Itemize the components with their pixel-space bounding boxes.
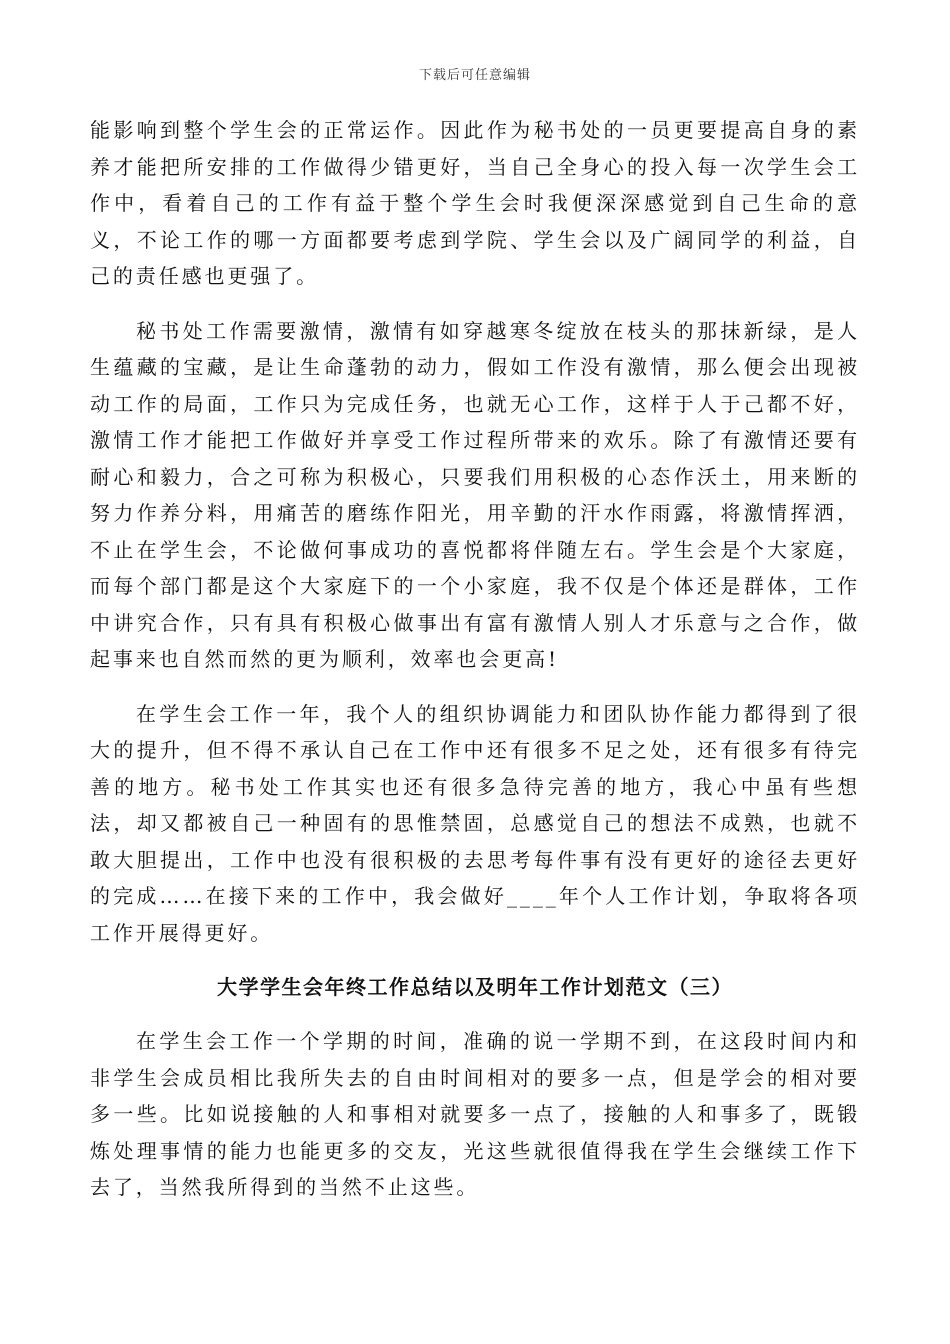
document-body — [90, 112, 860, 1206]
paragraph-4: 在学生会工作一个学期的时间，准确的说一学期不到，在这段时间内和非学生会成员相比我所失去的自由时间相对的要多一点，但是学会的相对要多一些。比如说接触的人和事相对就要多一点了，接触的人和事多了，既锻炼处理事情的能力也能更多的交友，光这些就很值得我在学生会继续工作下去了，当然我所得到的当然不止这些。 — [90, 1029, 860, 1199]
section-title: 大学学生会年终工作总结以及明年工作计划范文（三） — [217, 975, 733, 999]
paragraph-1: 能影响到整个学生会的正常运作。因此作为秘书处的一员更要提高自身的素养才能把所安排的工作做得少错更好，当自己全身心的投入每一次学生会工作中，看着自己的工作有益于整个学生会时我便深深感觉到自己生命的意义，不论工作的哪一方面都要考虑到学院、学生会以及广阔同学的利益，自己的责任感也更强了。 — [90, 118, 860, 288]
paragraph-gap — [90, 295, 860, 313]
page-header: 下载后可任意编辑 — [418, 68, 531, 83]
paragraph-2: 秘书处工作需要激情，激情有如穿越寒冬绽放在枝头的那抹新绿，是人生蕴藏的宝藏，是让生命蓬勃的动力，假如工作没有激情，那么便会出现被动工作的局面，工作只为完成任务，也就无心工作，这样于人于己都不好，激情工作才能把工作做好并享受工作过程所带来的欢乐。除了有激情还要有耐心和毅力，合之可称为积极心，只要我们用积极的心态作沃土，用来断的努力作养分料，用痛苦的磨练作阳光，用辛勤的汗水作雨露，将激情挥洒，不止在学生会，不论做何事成功的喜悦都将伴随左右。学生会是个大家庭，而每个部门都是这个大家庭下的一个小家庭，我不仅是个体还是群体，工作中讲究合作，只有具有积极心做事出有富有激情人别人才乐意与之合作，做起事来也自然而然的更为顺利，效率也会更高! — [90, 318, 860, 671]
paragraph-gap — [90, 678, 860, 696]
paragraph-gap — [90, 951, 860, 969]
paragraph-3: 在学生会工作一年，我个人的组织协调能力和团队协作能力都得到了很大的提升，但不得不承认自己在工作中还有很多不足之处，还有很多有待完善的地方。秘书处工作其实也还有很多急待完善的地方，我心中虽有些想法，却又都被自己一种固有的思惟禁固，总感觉自己的想法不成熟，也就不敢大胆提出，工作中也没有很积极的去思考每件事有没有更好的途径去更好的完成……在接下来的工作中，我会做好____年个人工作计划，争取将各项工作开展得更好。 — [90, 701, 860, 945]
paragraph-gap — [90, 1005, 860, 1023]
